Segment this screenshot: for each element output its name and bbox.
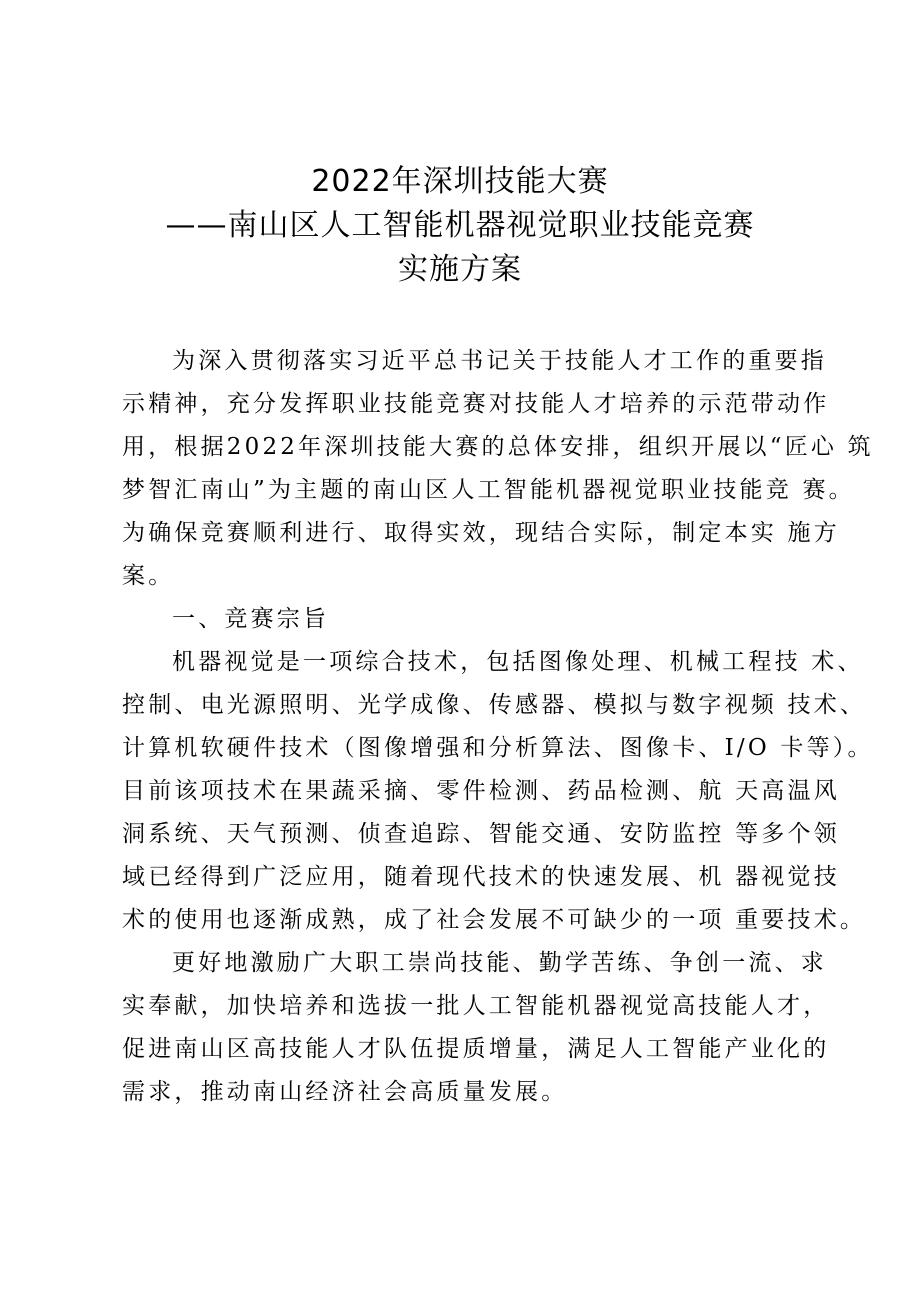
body-line: 为确保竞赛顺利进行、取得实效，现结合实际，制定本实 施方 xyxy=(122,520,840,546)
title-line-1: 2022年深圳技能大赛 xyxy=(311,164,609,199)
body-line: 为深入贯彻落实习近平总书记关于技能人才工作的重要指 xyxy=(172,348,827,374)
body-line: 洞系统、天气预测、侦查追踪、智能交通、安防监控 等多个领 xyxy=(122,821,840,847)
body-line: 域已经得到广泛应用，随着现代技术的快速发展、机 器视觉技 xyxy=(122,864,840,890)
section-heading: 一、竞赛宗旨 xyxy=(172,606,330,632)
title-line-3: 实施方案 xyxy=(398,252,522,287)
body-line: 计算机软硬件技术（图像增强和分析算法、图像卡、I/O 卡等）。 xyxy=(122,735,874,761)
body-line: 促进南山区高技能人才队伍提质增量，满足人工智能产业化的 xyxy=(122,1036,830,1062)
body-line: 机器视觉是一项综合技术，包括图像处理、机械工程技 术、 xyxy=(172,649,864,675)
body-line: 实奉献，加快培养和选拔一批人工智能机器视觉高技能人才， xyxy=(122,993,830,1019)
body-line: 更好地激励广大职工崇尚技能、勤学苦练、争创一流、求 xyxy=(172,950,827,976)
body-line: 控制、电光源照明、光学成像、传感器、模拟与数字视频 技术、 xyxy=(122,692,867,718)
document-title xyxy=(0,160,920,292)
title-line-2: ——南山区人工智能机器视觉职业技能竞赛 xyxy=(165,208,755,243)
body-line: 目前该项技术在果蔬采摘、零件检测、药品检测、航 天高温风 xyxy=(122,778,840,804)
body-line: 案。 xyxy=(122,563,175,589)
body-line: 梦智汇南山”为主题的南山区人工智能机器视觉职业技能竞 赛。 xyxy=(122,477,855,503)
body-line: 示精神，充分发挥职业技能竞赛对技能人才培养的示范带动作 xyxy=(122,391,830,417)
body-line: 需求，推动南山经济社会高质量发展。 xyxy=(122,1079,568,1105)
body-line: 用，根据2022年深圳技能大赛的总体安排，组织开展以“匠心 筑 xyxy=(122,434,874,460)
body-line: 术的使用也逐渐成熟，成了社会发展不可缺少的一项 重要技术。 xyxy=(122,907,867,933)
document-body xyxy=(122,340,874,1114)
